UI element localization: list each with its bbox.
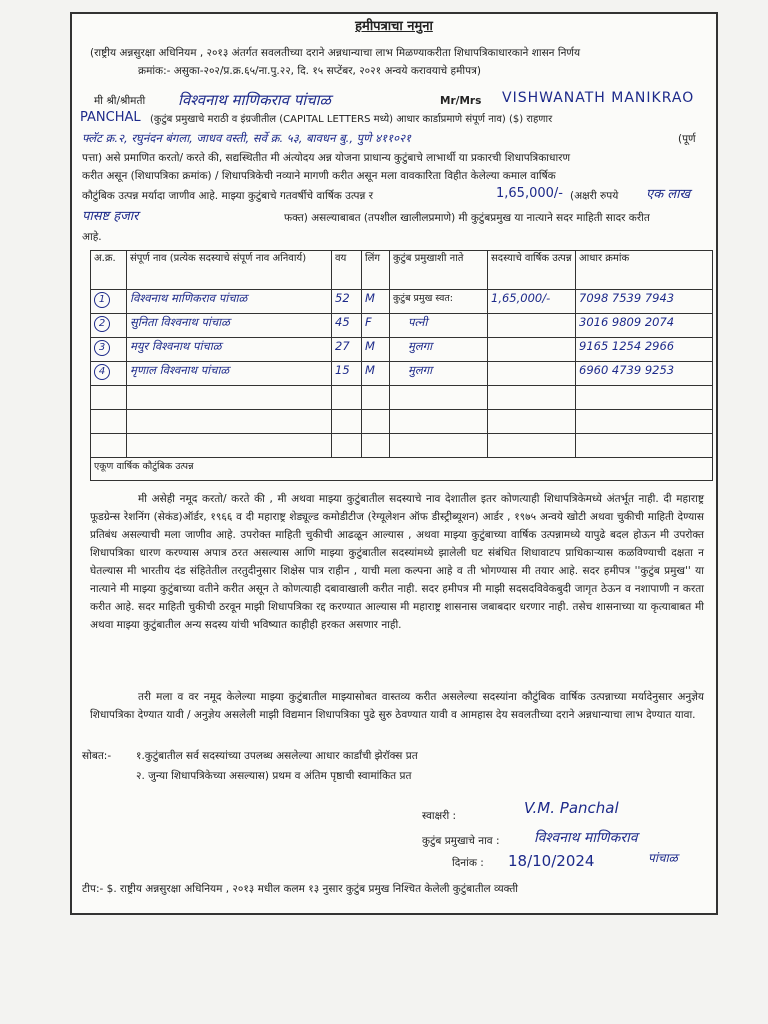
header-name: संपूर्ण नाव (प्रत्येक सदस्याचे संपूर्ण नाव अनिवार्य) <box>127 251 332 290</box>
enclosure-item-2: २. जुन्या शिधापत्रिकेच्या असल्यास) प्रथम व अंतिम पृष्ठाची स्वामांकित प्रत <box>136 770 412 782</box>
header-aadhaar: आधार क्रमांक <box>576 251 713 290</box>
member-age: 27 <box>332 338 362 362</box>
member-gender: M <box>362 362 390 386</box>
name-english-field: VISHWANATH MANIKRAO <box>502 90 695 106</box>
member-income <box>488 362 576 386</box>
member-income <box>488 338 576 362</box>
row-number: 3 <box>94 340 110 356</box>
table-row <box>91 290 713 314</box>
enclosure-label: सोबत:- <box>82 750 112 762</box>
body-line-1: पत्ता) असे प्रमाणित करतो/ करते की, सद्यस्थितीत मी अंत्योदय अन्न योजना प्राधान्य कुटुंबाचे लाभार्थी या प्रकारची शिधापत्रिकाधारण <box>82 152 571 164</box>
table-header-row <box>91 251 713 290</box>
row-number: 2 <box>94 316 110 332</box>
body-line-4: फक्त) असल्याबाबत (तपशील खालीलप्रमाणे) मी कुटुंबप्रमुख या नात्याने सदर माहिती सादर करीत <box>284 212 650 224</box>
declaration-paragraph-1: मी असेही नमूद करतो/ करते की , मी अथवा माझ्या कुटुंबातील सदस्याचे नाव देशातील इतर कोणत्याही शिधापत्रिकेमध्ये अंतर्भूत नाही. दी महाराष्ट्र फूडग्रेन्स रेशनिंग (सेकंड)ऑर्डर, १९६६ व दी महाराष्ट्र शेड्यूल्ड कमोडीटीज (रेग्यूलेशन ऑफ डीस्ट्रीब्यूशन) आर्डर , १९७५ अन्वये खोटी अथवा चुकीची माहिती देण्यास प्रतिबंध असल्याची मला जाणीव आहे. उपरोक्त माहिती चुकीची आढळून आल्यास , अथवा माझ्या कुटुंबाच्या वार्षिक उत्पन्नामध्ये यापुढे बदल होऊन मी उपरोक्त शिधापत्रिका धारण करण्यास अपात्र ठरत असल्यास आणि माझ्या कुटुंबातील सदस्यांमध्ये झालेली घट संबंधित शिधावाटप प्राधिकाऱ्यास कळविण्याची दक्षता न घेतल्यास मी भारतीय दंड संहितेतील तरतुदीनुसार शिक्षेस पात्र राहीन , याची मला कल्पना आहे व ती भोगण्यास मी तयार आहे. सदर हमीपत्र ''कुटुंब प्रमुख'' या नात्याने मी माझ्या कुटुंबाच्या वतीने करीत असून ते कोणत्याही दबावाखाली करीत नाही. सदर हमीपत्र मी माझी सदसदविवेकबुदी जागृत ठेऊन व नशापाणी न करता करीत आहे. सदर माहिती चुकीची ठरवून माझी शिधापत्रिका रद्द करण्यात आल्यास मी महाराष्ट्र शासनास जबाबदार धरणार नाही. तसेच शासनाच्या या कृत्याबाबत मी अथवा माझ्या कुटुंबातील अन्य सदस्य यांची भविष्यात काहीही हरकत असणार नाही. <box>90 493 704 631</box>
member-name: सुनिता विश्वनाथ पांचाळ <box>127 314 332 338</box>
member-relation: मुलगा <box>390 362 488 386</box>
header-income: सदस्याचे वार्षिक उत्पन्न <box>488 251 576 290</box>
table-row <box>91 434 713 458</box>
name-marathi-field: विश्वनाथ माणिकराव पांचाळ <box>178 91 331 109</box>
address-field: फ्लॅट क्र.२, रघुनंदन बंगला, जाधव वस्ती, सर्वे क्र. ५३, बावधन बु., पुणे ४११०२१ <box>82 131 412 145</box>
head-name-field-1: विश्वनाथ माणिकराव <box>534 830 638 846</box>
signature-label: स्वाक्षरी : <box>422 810 457 822</box>
intro-line-2: क्रमांक:- असुका-२०२/प्र.क्र.६५/ना.पु.२२, दि. १५ सप्टेंबर, २०२१ अन्वये करावयाचे हमीपत्र) <box>138 65 481 77</box>
total-income-label: एकूण वार्षिक कौटुंबिक उत्पन्न <box>91 458 713 481</box>
member-relation: कुटुंब प्रमुख स्वत: <box>390 290 488 314</box>
head-name-field-2: पांचाळ <box>648 851 678 865</box>
body-line-3: कौटुंबिक उत्पन्न मर्यादा जाणीव आहे. माझ्या कुटुंबाचे गतवर्षीचे वार्षिक उत्पन्न र <box>82 190 374 202</box>
member-aadhaar: 3016 9809 2074 <box>576 314 713 338</box>
table-row <box>91 386 713 410</box>
member-name: विश्वनाथ माणिकराव पांचाळ <box>127 290 332 314</box>
member-income <box>488 314 576 338</box>
member-income: 1,65,000/- <box>488 290 576 314</box>
member-aadhaar: 7098 7539 7943 <box>576 290 713 314</box>
row-number: 4 <box>94 364 110 380</box>
member-gender: F <box>362 314 390 338</box>
member-gender: M <box>362 290 390 314</box>
header-gender: लिंग <box>362 251 390 290</box>
name-note: (कुटुंब प्रमुखाचे मराठी व इंग्रजीतील (CAPITAL LETTERS मध्ये) आधार कार्डाप्रमाणे संपूर्ण नाव) ($) राहणार <box>150 114 553 125</box>
income-words-field-1: एक लाख <box>646 187 691 202</box>
date-label: दिनांक : <box>452 857 484 869</box>
header-age: वय <box>332 251 362 290</box>
member-relation: पत्नी <box>390 314 488 338</box>
member-name: मृणाल विश्वनाथ पांचाळ <box>127 362 332 386</box>
header-sr: अ.क्र. <box>91 251 127 290</box>
income-figure-field: 1,65,000/- <box>496 186 563 201</box>
row-number: 1 <box>94 292 110 308</box>
member-name: मयुर विश्वनाथ पांचाळ <box>127 338 332 362</box>
head-name-label: कुटुंब प्रमुखाचे नाव : <box>422 835 500 847</box>
body-line-2: करीत असून (शिधापत्रिका क्रमांक) / शिधापत्रिकेची नव्याने मागणी करीत असून मला वावकारिता विहीत केलेल्या कमाल वार्षिक <box>82 170 556 182</box>
member-age: 15 <box>332 362 362 386</box>
members-table <box>90 250 713 481</box>
member-aadhaar: 6960 4739 9253 <box>576 362 713 386</box>
table-total-row <box>91 458 713 481</box>
table-row <box>91 362 713 386</box>
intro-line-1: (राष्ट्रीय अन्नसुरक्षा अधिनियम , २०१३ अंतर्गत सवलतीच्या दराने अन्नधान्याचा लाभ मिळण्याकरीता शिधापत्रिकाधारकाने शासन निर्णय <box>90 47 581 59</box>
signature: V.M. Panchal <box>524 799 619 817</box>
enclosure-item-1: १.कुटुंबातील सर्व सदस्यांच्या उपलब्ध असलेल्या आधार कार्डांची झेरॉक्स प्रत <box>136 750 418 762</box>
member-relation: मुलगा <box>390 338 488 362</box>
address-suffix: (पूर्ण <box>678 133 696 145</box>
header-relation: कुटुंब प्रमुखाशी नाते <box>390 251 488 290</box>
affidavit-form <box>70 12 718 915</box>
member-aadhaar: 9165 1254 2966 <box>576 338 713 362</box>
body-line-5: आहे. <box>82 231 102 243</box>
table-row <box>91 410 713 434</box>
member-age: 52 <box>332 290 362 314</box>
name-prefix-english: Mr/Mrs <box>440 95 482 107</box>
declaration-paragraph-2: तरी मला व वर नमूद केलेल्या माझ्या कुटुंबातील माझ्यासोबत वास्तव्य करीत असलेल्या सदस्यांना कौटुंबिक वार्षिक उत्पन्नाच्या मर्यादेनुसार अनुज्ञेय शिधापत्रिका देण्यात यावी / अनुज्ञेय असलेली माझी विद्यमान शिधापत्रिका पुढे सुरु ठेवण्यात यावी व आमहास देय सवलतीच्या दराने अन्नधान्याचा लाभ देण्यात यावा. <box>90 691 704 721</box>
income-words-field-2: पासष्ट हजार <box>82 209 139 224</box>
table-row <box>91 338 713 362</box>
income-words-label: (अक्षरी रुपये <box>570 190 619 202</box>
member-gender: M <box>362 338 390 362</box>
form-title: हमीपत्राचा नमुना <box>355 19 433 34</box>
table-row <box>91 314 713 338</box>
date-field: 18/10/2024 <box>508 852 595 870</box>
surname-english-field: PANCHAL <box>80 110 141 125</box>
name-prefix-marathi: मी श्री/श्रीमती <box>94 95 146 107</box>
member-age: 45 <box>332 314 362 338</box>
footnote: टीप:- $. राष्ट्रीय अन्नसुरक्षा अधिनियम , २०१३ मधील कलम १३ नुसार कुटुंब प्रमुख निश्चित केलेली कुटुंबातील व्यक्ती <box>82 883 519 895</box>
